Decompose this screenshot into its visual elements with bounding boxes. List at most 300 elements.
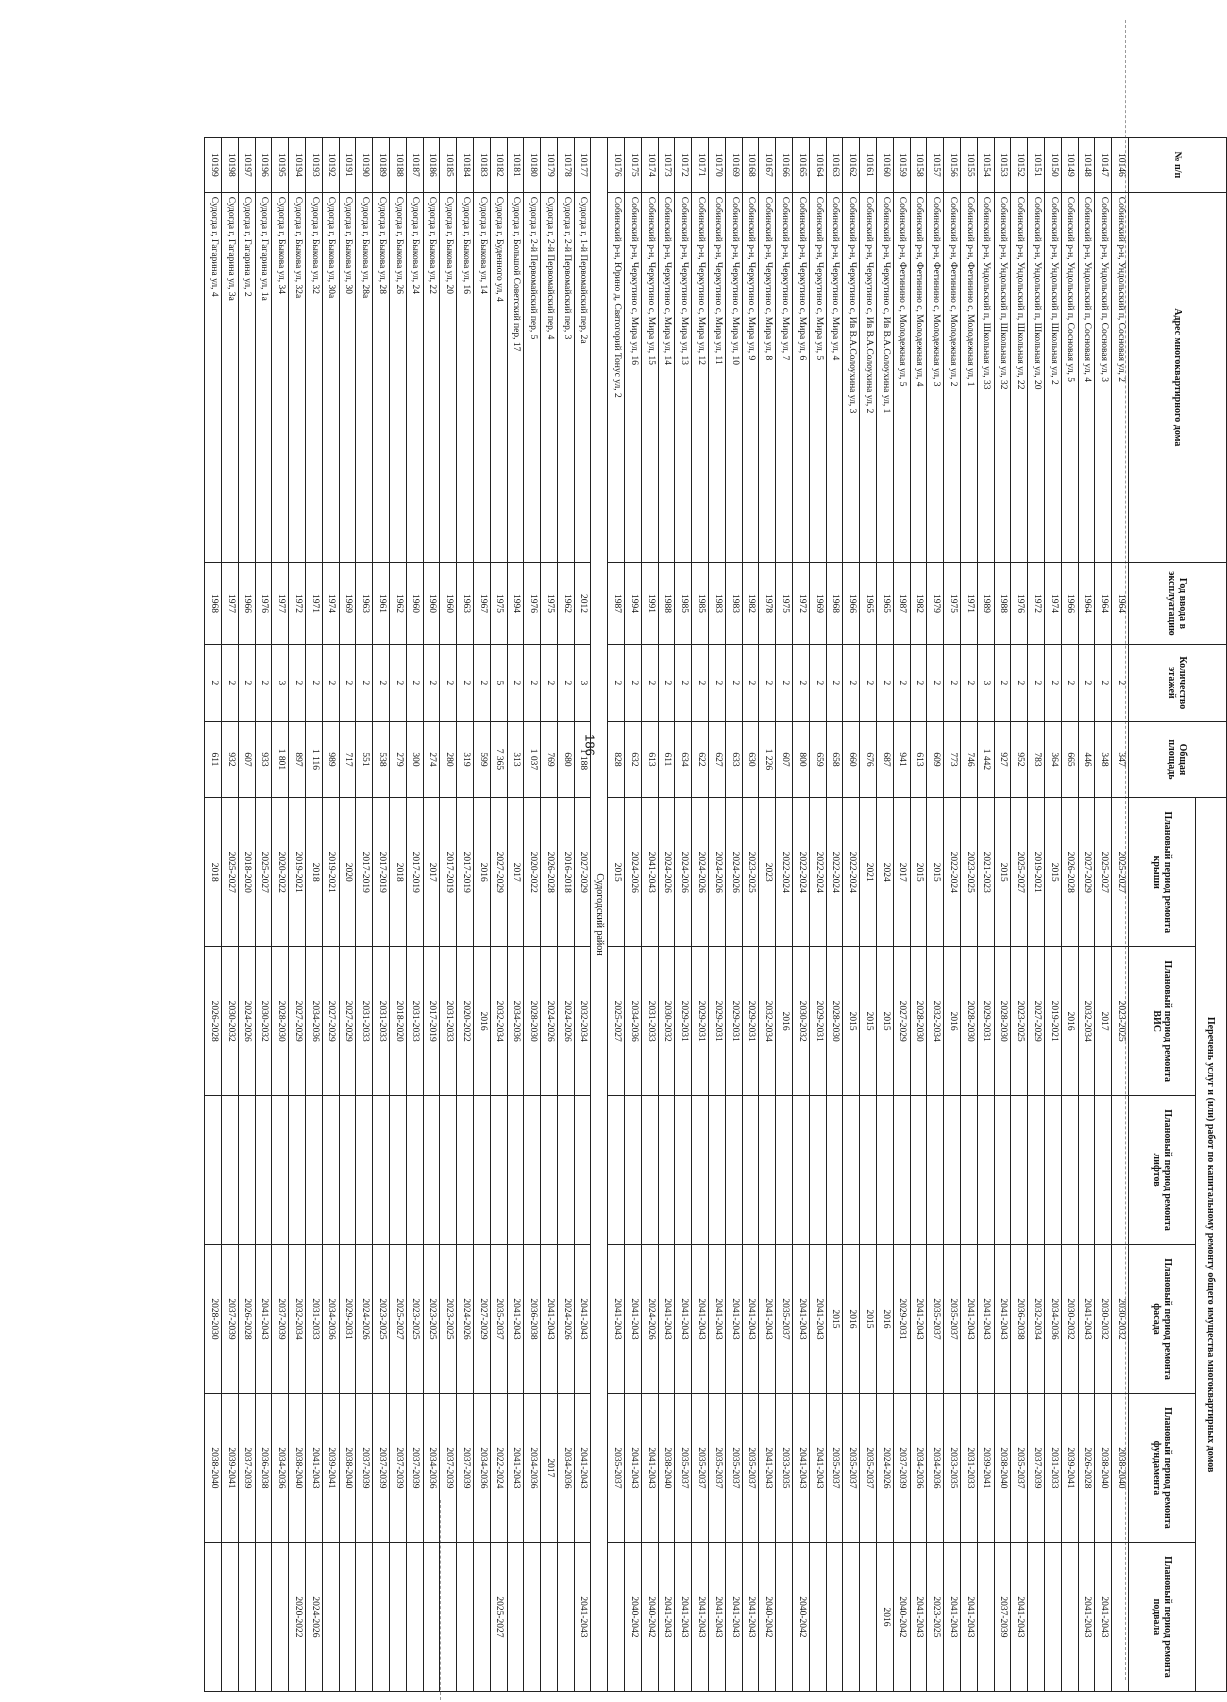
cell-floors: 2 [322,645,339,722]
cell-foundation: 2039-2041 [1061,1393,1078,1542]
cell-floors: 2 [1028,645,1045,722]
cell-area: 828 [608,721,625,798]
cell-year: 1971 [305,562,322,644]
cell-area: 607 [238,721,255,798]
table-row [1095,138,1112,1692]
cell-floors: 2 [692,645,709,722]
cell-lifts [1011,1096,1028,1245]
cell-area: 676 [860,721,877,798]
cell-address: Судогда г, Быкова ул, 28 [373,192,390,562]
cell-address: Собинский р-н, Черкутино с, Мира ул, 9 [742,192,759,562]
cell-year: 1991 [641,562,658,644]
cell-vis: 2015 [860,947,877,1096]
cell-basement [507,1542,524,1691]
cell-foundation: 2037-2039 [238,1393,255,1542]
cell-roof: 2017 [893,798,910,947]
district-row [591,138,608,1692]
cell-lifts [356,1096,373,1245]
cell-floors: 2 [1045,645,1062,722]
cell-floors: 2 [608,645,625,722]
cell-area: 627 [709,721,726,798]
cell-lifts [574,1096,591,1245]
cell-foundation: 2035-2037 [725,1393,742,1542]
cell-facade: 2024-2026 [356,1245,373,1394]
cell-lifts [423,1096,440,1245]
table-row [440,138,457,1692]
cell-floors: 2 [994,645,1011,722]
cell-facade: 2041-2043 [625,1245,642,1394]
cell-lifts [759,1096,776,1245]
cell-floors: 2 [524,645,541,722]
cell-foundation: 2035-2037 [843,1393,860,1542]
cell-num: 10175 [625,138,642,193]
header-num: № п/п [1129,138,1227,193]
cell-roof: 2019-2021 [322,798,339,947]
cell-roof: 2020-2022 [524,798,541,947]
cell-lifts [994,1096,1011,1245]
header-year: Год ввода в эксплуатацию [1129,562,1227,644]
cell-basement: 2040-2042 [793,1542,810,1691]
cell-roof: 2024-2026 [725,798,742,947]
cell-vis: 2027-2029 [339,947,356,1096]
cell-basement [1061,1542,1078,1691]
cell-year: 1961 [373,562,390,644]
cell-facade: 2037-2039 [272,1245,289,1394]
cell-facade: 2031-2033 [305,1245,322,1394]
cell-vis: 2031-2033 [356,947,373,1096]
cell-foundation: 2041-2043 [793,1393,810,1542]
cell-facade: 2030-2032 [1061,1245,1078,1394]
table-row [305,138,322,1692]
table-row [742,138,759,1692]
cell-vis: 2032-2034 [490,947,507,1096]
cell-num: 10160 [877,138,894,193]
cell-address: Судогда г, Гагарина ул, 2 [238,192,255,562]
cell-roof: 2017-2019 [440,798,457,947]
cell-year: 2012 [574,562,591,644]
cell-area: 769 [541,721,558,798]
cell-address: Судогда г, Быкова ул, 22 [423,192,440,562]
cell-area: 1 226 [759,721,776,798]
cell-area: 658 [826,721,843,798]
cell-vis: 2034-2036 [625,947,642,1096]
cell-foundation: 2037-2039 [1028,1393,1045,1542]
cell-facade: 2041-2043 [793,1245,810,1394]
cell-vis: 2029-2031 [742,947,759,1096]
cell-floors: 2 [1112,645,1129,722]
cell-address: Собинский р-н, Фетинино с, Молодежная ул, 2 [944,192,961,562]
cell-num: 10155 [961,138,978,193]
cell-num: 10170 [709,138,726,193]
cell-facade: 2041-2043 [725,1245,742,1394]
cell-area: 611 [205,721,222,798]
cell-basement [457,1542,474,1691]
cell-area: 659 [809,721,826,798]
cell-facade: 2041-2043 [507,1245,524,1394]
cell-foundation: 2041-2043 [507,1393,524,1542]
cell-address: Судогда г, 2-й Первомайский пер, 3 [557,192,574,562]
cell-facade: 2024-2026 [641,1245,658,1394]
cell-vis: 2029-2031 [725,947,742,1096]
cell-roof: 2022-2024 [809,798,826,947]
cell-facade: 2029-2031 [893,1245,910,1394]
cell-year: 1963 [457,562,474,644]
cell-vis: 2032-2034 [927,947,944,1096]
cell-lifts [272,1096,289,1245]
cell-facade: 2035-2037 [927,1245,944,1394]
cell-num: 10179 [541,138,558,193]
cell-address: Судогда г, Быкова ул, 16 [457,192,474,562]
cell-num: 10181 [507,138,524,193]
cell-lifts [860,1096,877,1245]
cell-basement [809,1542,826,1691]
cell-area: 319 [457,721,474,798]
cell-foundation: 2037-2039 [406,1393,423,1542]
header-floors: Количество этажей [1129,645,1227,722]
cell-num: 10161 [860,138,877,193]
cell-facade: 2041-2043 [541,1245,558,1394]
cell-year: 1987 [608,562,625,644]
cell-foundation: 2038-2040 [205,1393,222,1542]
cell-address: Собинский р-н, Черкутино с, Мира ул, 10 [725,192,742,562]
cell-roof: 2017-2019 [373,798,390,947]
cell-basement [826,1542,843,1691]
table-row [1078,138,1095,1692]
cell-foundation: 2033-2035 [776,1393,793,1542]
cell-floors: 2 [205,645,222,722]
cell-basement [205,1542,222,1691]
cell-vis: 2028-2030 [961,947,978,1096]
cell-year: 1972 [793,562,810,644]
table-row [507,138,524,1692]
cell-lifts [1095,1096,1112,1245]
table-row [255,138,272,1692]
table-row [473,138,490,1692]
cell-year: 1969 [339,562,356,644]
cell-roof: 2020 [339,798,356,947]
cell-roof: 2017 [507,798,524,947]
cell-year: 1966 [843,562,860,644]
cell-year: 1967 [473,562,490,644]
cell-year: 1975 [541,562,558,644]
cell-num: 10198 [221,138,238,193]
cell-lifts [877,1096,894,1245]
cell-address: Собинский р-н, Ундольский п, Сосновая ул, 5 [1061,192,1078,562]
cell-vis: 2029-2031 [977,947,994,1096]
cell-area: 746 [961,721,978,798]
cell-year: 1994 [507,562,524,644]
cell-basement [440,1542,457,1691]
cell-area: 783 [1028,721,1045,798]
cell-vis: 2027-2029 [893,947,910,1096]
cell-year: 1982 [910,562,927,644]
cell-year: 1964 [1112,562,1129,644]
cell-lifts [658,1096,675,1245]
cell-address: Собинский р-н, Черкутино с, Мира ул, 15 [641,192,658,562]
cell-area: 551 [356,721,373,798]
cell-vis: 2034-2036 [507,947,524,1096]
table-row [776,138,793,1692]
cell-facade: 2041-2043 [994,1245,1011,1394]
cell-num: 10149 [1061,138,1078,193]
table-row [877,138,894,1692]
cell-lifts [977,1096,994,1245]
cell-num: 10176 [608,138,625,193]
cell-lifts [1061,1096,1078,1245]
cell-roof: 2023 [759,798,776,947]
cell-year: 1960 [423,562,440,644]
cell-floors: 2 [893,645,910,722]
cell-floors: 2 [910,645,927,722]
cell-vis: 2016 [1061,947,1078,1096]
cell-year: 1966 [1061,562,1078,644]
cell-area: 613 [641,721,658,798]
cell-address: Судогда г, Быкова ул, 20 [440,192,457,562]
cell-lifts [221,1096,238,1245]
cell-basement: 2041-2043 [658,1542,675,1691]
table-row [238,138,255,1692]
cell-roof: 2024-2026 [709,798,726,947]
cell-floors: 2 [944,645,961,722]
cell-address: Собинский р-н, Черкутино с, Ив В.А.Солоухина ул, 2 [860,192,877,562]
cell-num: 10186 [423,138,440,193]
cell-basement: 2041-2043 [725,1542,742,1691]
cell-foundation: 2037-2039 [893,1393,910,1542]
cell-year: 1965 [860,562,877,644]
cell-foundation: 2037-2039 [389,1393,406,1542]
cell-roof: 2024-2026 [675,798,692,947]
cell-foundation: 2037-2039 [440,1393,457,1542]
cell-lifts [490,1096,507,1245]
table-row [406,138,423,1692]
cell-area: 933 [255,721,272,798]
cell-lifts [725,1096,742,1245]
cell-num: 10147 [1095,138,1112,193]
cell-area: 630 [742,721,759,798]
cell-year: 1978 [759,562,776,644]
cell-address: Судогда г, 2-й Первомайский пер, 4 [541,192,558,562]
cell-address: Собинский р-н, Юрино д, Святогорий Тонус ул, 2 [608,192,625,562]
cell-floors: 2 [339,645,356,722]
cell-area: 1 442 [977,721,994,798]
cell-roof: 2017-2019 [356,798,373,947]
cell-basement: 2041-2043 [675,1542,692,1691]
cell-num: 10190 [356,138,373,193]
cell-foundation: 2035-2037 [675,1393,692,1542]
cell-vis: 2030-2032 [658,947,675,1096]
cell-num: 10167 [759,138,776,193]
cell-vis: 2015 [877,947,894,1096]
table-row [574,138,591,1692]
table-row [759,138,776,1692]
cell-facade: 2036-2038 [524,1245,541,1394]
cell-roof: 2015 [927,798,944,947]
cell-lifts [709,1096,726,1245]
table-row [793,138,810,1692]
cell-roof: 2022-2024 [776,798,793,947]
cell-address: Собинский р-н, Черкутино с, Ив В.А.Солоухина ул, 1 [877,192,894,562]
cell-vis: 2032-2034 [759,947,776,1096]
cell-floors: 2 [826,645,843,722]
cell-vis: 2029-2031 [692,947,709,1096]
cell-floors: 2 [423,645,440,722]
cell-floors: 2 [709,645,726,722]
cell-vis: 2023-2025 [1112,947,1129,1096]
cell-roof: 2016 [473,798,490,947]
cell-lifts [406,1096,423,1245]
cell-num: 10174 [641,138,658,193]
cell-year: 1968 [826,562,843,644]
cell-num: 10146 [1112,138,1129,193]
cell-year: 1972 [1028,562,1045,644]
cell-floors: 2 [356,645,373,722]
cell-num: 10173 [658,138,675,193]
cell-num: 10150 [1045,138,1062,193]
cell-year: 1975 [944,562,961,644]
table-row [709,138,726,1692]
header-area: Общая площадь [1129,721,1227,798]
cell-roof: 2015 [994,798,1011,947]
cell-basement: 2041-2043 [1078,1542,1095,1691]
table-row [977,138,994,1692]
cell-year: 1988 [658,562,675,644]
cell-area: 680 [557,721,574,798]
cell-roof: 2022-2024 [793,798,810,947]
table-row [625,138,642,1692]
cell-roof: 2020-2022 [272,798,289,947]
cell-foundation: 2038-2040 [339,1393,356,1542]
cell-foundation: 2024-2026 [877,1393,894,1542]
cell-roof: 2015 [1045,798,1062,947]
cell-num: 10165 [793,138,810,193]
cell-year: 1966 [238,562,255,644]
cell-basement: 2040-2042 [893,1542,910,1691]
cell-roof: 2023-2025 [961,798,978,947]
cell-facade: 2035-2037 [490,1245,507,1394]
cell-lifts [373,1096,390,1245]
cell-year: 1960 [406,562,423,644]
cell-facade: 2032-2034 [1028,1245,1045,1394]
cell-address: Собинский р-н, Ундольский п, Школьная ул, 33 [977,192,994,562]
cell-num: 10184 [457,138,474,193]
cell-lifts [910,1096,927,1245]
cell-lifts [389,1096,406,1245]
cell-num: 10183 [473,138,490,193]
cell-num: 10189 [373,138,390,193]
cell-num: 10148 [1078,138,1095,193]
cell-area: 446 [1078,721,1095,798]
cell-lifts [944,1096,961,1245]
cell-basement: 2040-2042 [625,1542,642,1691]
header-foundation: Плановый период ремонта фундамента [1129,1393,1196,1542]
cell-vis: 2015 [843,947,860,1096]
cell-vis: 2020-2022 [457,947,474,1096]
cell-address: Собинский р-н, Фетинино с, Молодежная ул, 5 [893,192,910,562]
cell-num: 10151 [1028,138,1045,193]
cell-roof: 2019-2021 [1028,798,1045,947]
cell-floors: 5 [490,645,507,722]
cell-basement [977,1542,994,1691]
cell-area: 538 [373,721,390,798]
cell-floors: 2 [238,645,255,722]
cell-num: 10197 [238,138,255,193]
cell-lifts [893,1096,910,1245]
table-row [205,138,222,1692]
cell-roof: 2022-2024 [843,798,860,947]
cell-floors: 2 [1061,645,1078,722]
cell-address: Судогда г, Гагарина ул, 4 [205,192,222,562]
cell-basement: 2040-2042 [641,1542,658,1691]
table-row [524,138,541,1692]
cell-num: 10169 [725,138,742,193]
cell-vis: 2028-2030 [272,947,289,1096]
table-row [356,138,373,1692]
cell-address: Собинский р-н, Ундольский п, Сосновая ул, 3 [1095,192,1112,562]
cell-area: 989 [322,721,339,798]
cell-lifts [1078,1096,1095,1245]
cell-address: Судогда г, Быкова ул, 24 [406,192,423,562]
cell-vis: 2031-2033 [406,947,423,1096]
cell-year: 1972 [289,562,306,644]
cell-floors: 2 [725,645,742,722]
cell-roof: 2025-2027 [221,798,238,947]
cell-roof: 2022-2024 [944,798,961,947]
cell-lifts [675,1096,692,1245]
cell-floors: 2 [625,645,642,722]
cell-vis: 2028-2030 [910,947,927,1096]
table-row [1061,138,1078,1692]
cell-floors: 2 [507,645,524,722]
cell-address: Собинский р-н, Фетинино с, Молодежная ул, 4 [910,192,927,562]
table-row [389,138,406,1692]
table-row [541,138,558,1692]
header-works-group: Перечень услуг и (или) работ по капитальному ремонту общего имущества многоквартирных домов [1196,798,1227,1692]
cell-floors: 2 [557,645,574,722]
cell-facade: 2041-2043 [255,1245,272,1394]
cell-floors: 2 [1011,645,1028,722]
cell-area: 1 037 [524,721,541,798]
cell-facade: 2023-2025 [406,1245,423,1394]
district-label: Судогодский район [591,138,608,1692]
cell-year: 1976 [255,562,272,644]
cell-basement: 2041-2043 [944,1542,961,1691]
cell-foundation: 2034-2036 [524,1393,541,1542]
cell-year: 1987 [893,562,910,644]
cell-roof: 2017-2019 [457,798,474,947]
cell-lifts [927,1096,944,1245]
cell-address: Собинский р-н, Черкутино с, Мира ул, 7 [776,192,793,562]
cell-year: 1964 [1095,562,1112,644]
cell-facade: 2041-2043 [1078,1245,1095,1394]
cell-roof: 2018 [305,798,322,947]
cell-vis: 2031-2033 [641,947,658,1096]
cell-address: Судогда г, Быкова ул, 26 [389,192,406,562]
cell-lifts [843,1096,860,1245]
cell-year: 1974 [1045,562,1062,644]
cell-floors: 3 [977,645,994,722]
cell-floors: 2 [742,645,759,722]
cell-num: 10156 [944,138,961,193]
table-row [1112,138,1129,1692]
table-row [944,138,961,1692]
cell-num: 10158 [910,138,927,193]
cell-foundation: 2035-2037 [742,1393,759,1542]
cell-floors: 2 [961,645,978,722]
cell-facade: 2015 [826,1245,843,1394]
cell-basement [541,1542,558,1691]
cell-facade: 2037-2039 [221,1245,238,1394]
table-row [608,138,625,1692]
